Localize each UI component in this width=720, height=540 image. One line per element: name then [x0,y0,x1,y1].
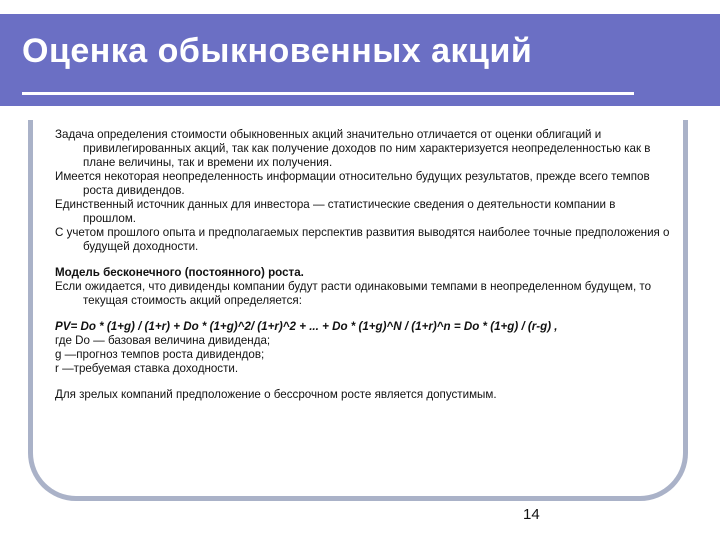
page-number: 14 [523,506,540,523]
paragraph-1: Задача определения стоимости обыкновенных акций значительно отличается от оценки облигаций и привилегированных акций, так как получение доходов по ним характеризуется неопределенностью как в плане величины, так и времени их получения. [55,128,651,169]
paragraph-3: Единственный источник данных для инвестора — статистические сведения о деятельности компании в прошлом. [55,198,616,225]
paragraph-2: Имеется некоторая неопределенность информации относительно будущих результатов, прежде всего темпов роста дивидендов. [55,170,650,197]
model-heading: Модель бесконечного (постоянного) роста. [55,266,304,279]
where-line-2: g —прогноз темпов роста дивидендов; [55,348,265,361]
where-line-1: где Do — базовая величина дивиденда; [55,334,271,347]
slide-title: Оценка обыкновенных акций [22,32,533,70]
where-line-3: r —требуемая ставка доходности. [55,362,239,375]
slide-content [55,128,670,402]
conclusion: Для зрелых компаний предположение о бессрочном росте является допустимым. [55,388,497,401]
formula: PV= Do * (1+g) / (1+r) + Do * (1+g)^2/ (1+r)^2 + ... + Do * (1+g)^N / (1+r)^n = Do * (1+g) / (r-g) , [55,320,558,333]
spacer [55,254,670,266]
title-underline [22,92,634,95]
paragraph-4: С учетом прошлого опыта и предполагаемых перспектив развития выводятся наиболее точные предположения о будущей доходности. [55,226,670,253]
model-text: Если ожидается, что дивиденды компании будут расти одинаковыми темпами в неопределенном будущем, то текущая стоимость акций определяется: [55,280,652,307]
spacer [55,376,670,388]
spacer [55,308,670,320]
